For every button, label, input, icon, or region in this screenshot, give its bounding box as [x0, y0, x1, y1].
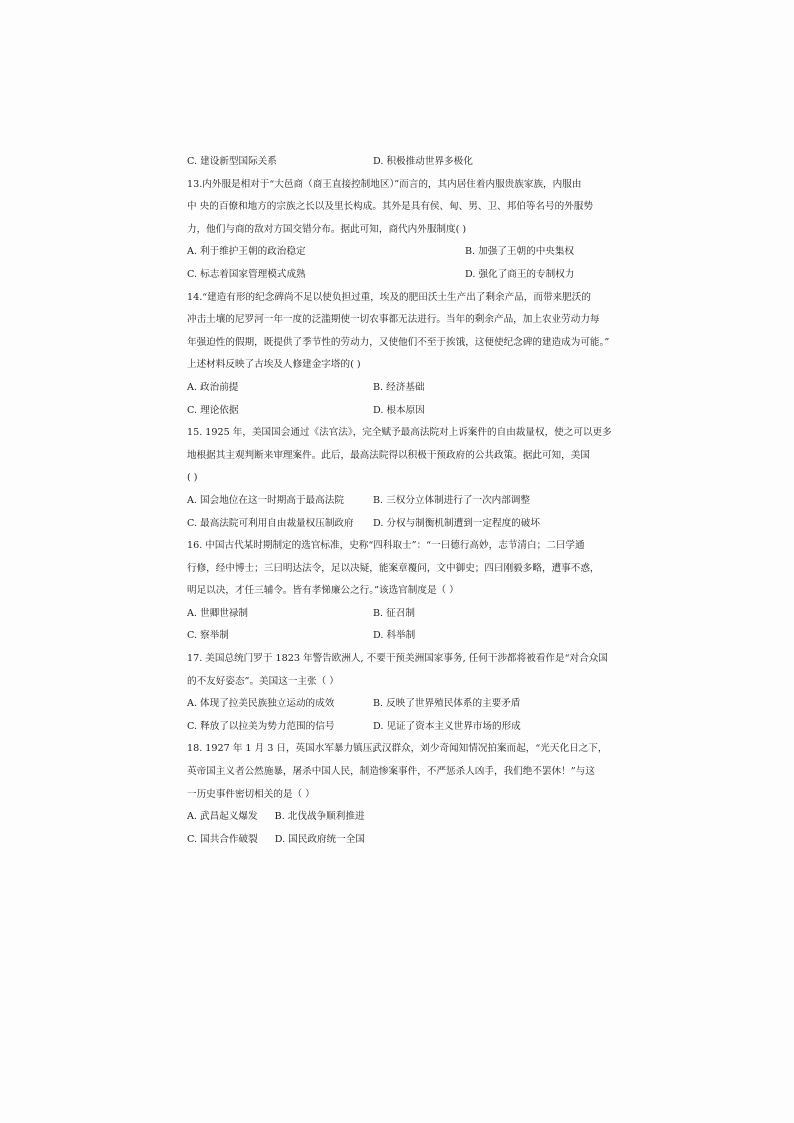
q14-stem-line-4: 上述材料反映了古埃及人修建金字塔的( ) — [187, 359, 361, 371]
q16-options-row-ab — [187, 603, 617, 626]
q17-options-row-ab — [187, 693, 617, 716]
q18-option-c[interactable]: C. 国共合作破裂 — [187, 833, 258, 845]
q14-stem-line-2: 冲击土壤的尼罗河一年一度的泛滥期使一切农事都无法进行。当年的剩余产品，加上农业劳动力每 — [187, 314, 600, 326]
q14-option-d[interactable]: D. 根本原因 — [373, 404, 425, 416]
question-14 — [187, 287, 617, 423]
q13-stem-line-1: 13.内外服是相对于“大邑商（商王直接控制地区）”而言的，其内居住着内服贵族家族，内服由 — [187, 178, 582, 190]
q16-option-b[interactable]: B. 征召制 — [373, 607, 415, 619]
q15-options-row-cd — [187, 513, 617, 536]
q17-stem-line-1: 17. 美国总统门罗于 1823 年警告欧洲人, 不要干预美洲国家事务, 任何干涉都将被看作是“对合众国 — [187, 653, 608, 665]
question-15 — [187, 422, 617, 535]
q12-option-d[interactable]: D. 积极推动世界多极化 — [373, 156, 473, 167]
q15-stem-line-1: 15. 1925 年，美国国会通过《法官法》，完全赋予最高法院对上诉案件的自由裁量权，使之可以更多 — [187, 427, 612, 439]
q16-option-d[interactable]: D. 科举制 — [373, 630, 416, 642]
q14-option-a[interactable]: A. 政治前提 — [187, 381, 239, 393]
question-list — [187, 151, 617, 851]
q12-options-row-cd — [187, 151, 617, 174]
q14-options-row-cd — [187, 400, 617, 423]
q16-options-row-cd — [187, 625, 617, 648]
q15-stem-line-2: 地根据其主观判断来审理案件。此后，最高法院得以积极干预政府的公共政策。据此可知，美国 — [187, 449, 590, 461]
q14-stem-line-1: 14.“建造有形的纪念碑尚不足以使负担过重，埃及的肥田沃土生产出了剩余产品，而带来肥沃的 — [187, 291, 591, 303]
q18-option-a[interactable]: A. 武昌起义爆发 — [187, 811, 258, 823]
q15-option-a[interactable]: A. 国会地位在这一时期高于最高法院 — [187, 494, 344, 506]
q15-option-c[interactable]: C. 最高法院可利用自由裁量权压制政府 — [187, 517, 354, 529]
q16-stem-line-3: 明足以决，才任三辅令。皆有孝悌廉公之行。”该选官制度是（ ） — [187, 585, 459, 597]
question-18 — [187, 738, 617, 851]
q16-option-c[interactable]: C. 察举制 — [187, 630, 229, 642]
q15-stem-line-3: ( ) — [187, 472, 198, 484]
q18-options-row-ab — [187, 806, 617, 829]
q13-option-d[interactable]: D. 强化了商王的专制权力 — [465, 268, 575, 280]
q17-options-row-cd — [187, 716, 617, 739]
q18-stem-line-3: 一历史事件密切相关的是（ ） — [187, 788, 315, 800]
q16-option-a[interactable]: A. 世卿世禄制 — [187, 607, 248, 619]
q13-stem-line-3: 力，他们与商的敌对方国交错分布。据此可知，商代内外服制度( ) — [187, 223, 467, 235]
q16-stem-line-2: 行修，经中博士；三曰明达法令，足以决疑，能案章覆问，文中御史；四曰刚毅多略，遭事不惑， — [187, 562, 600, 574]
q13-options-row-cd — [187, 264, 617, 287]
question-16 — [187, 535, 617, 648]
question-13 — [187, 174, 617, 287]
q18-options-row-cd — [187, 829, 617, 852]
q15-option-d[interactable]: D. 分权与制衡机制遭到一定程度的破坏 — [373, 517, 540, 529]
q18-stem-line-1: 18. 1927 年 1 月 3 日，英国水军暴力镇压武汉群众，刘少奇闻知情况拍案而起，“光天化日之下， — [187, 743, 608, 755]
q18-option-d[interactable]: D. 国民政府统一全国 — [274, 833, 365, 845]
q17-option-b[interactable]: B. 反映了世界殖民体系的主要矛盾 — [373, 698, 521, 710]
q14-option-c[interactable]: C. 理论依据 — [187, 404, 239, 416]
q13-option-b[interactable]: B. 加强了王朝的中央集权 — [465, 246, 575, 258]
q18-option-b[interactable]: B. 北伐战争顺利推进 — [274, 811, 365, 823]
q13-option-c[interactable]: C. 标志着国家管理模式成熟 — [187, 268, 306, 280]
q17-option-d[interactable]: D. 见证了资本主义世界市场的形成 — [373, 720, 521, 732]
q14-option-b[interactable]: B. 经济基础 — [373, 381, 425, 393]
q14-options-row-ab — [187, 377, 617, 400]
q14-stem-line-3: 年强迫性的假期，既提供了季节性的劳动力，又使他们不至于挨饿，这便使纪念碑的建造成为可能。” — [187, 336, 610, 348]
question-17 — [187, 648, 617, 738]
q17-stem-line-2: 的不友好姿态”。美国这一主张（ ） — [187, 675, 339, 687]
q18-stem-line-2: 英帝国主义者公然施暴，屠杀中国人民，制造惨案事件，不严惩杀人凶手，我们绝不罢休！”与这 — [187, 766, 595, 778]
q15-options-row-ab — [187, 490, 617, 513]
q17-option-a[interactable]: A. 体现了拉美民族独立运动的成效 — [187, 698, 335, 710]
q17-option-c[interactable]: C. 释放了以拉美为势力范围的信号 — [187, 720, 335, 732]
q13-options-row-ab — [187, 241, 617, 264]
q15-option-b[interactable]: B. 三权分立体制进行了一次内部调整 — [373, 494, 531, 506]
q12-option-c[interactable]: C. 建设新型国际关系 — [187, 156, 277, 167]
q13-option-a[interactable]: A. 利于维护王朝的政治稳定 — [187, 246, 306, 258]
q16-stem-line-1: 16. 中国古代某时期制定的选官标准，史称“四科取士”：“一曰德行高妙，志节清白；二曰学通 — [187, 540, 585, 552]
q13-stem-line-2: 中 央的百僚和地方的宗族之长以及里长构成。其外是具有侯、甸、男、卫、邦伯等名号的外服势 — [187, 201, 593, 213]
